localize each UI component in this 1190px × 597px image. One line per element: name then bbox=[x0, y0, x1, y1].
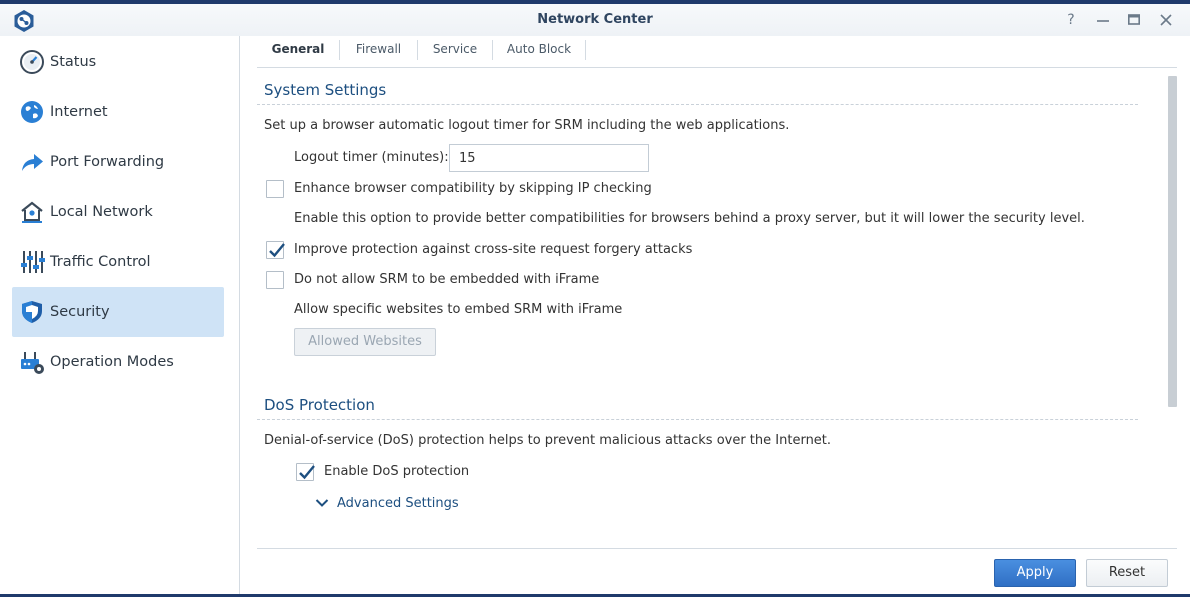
enable-dos-label: Enable DoS protection bbox=[324, 464, 470, 479]
tab-general[interactable]: General bbox=[271, 42, 325, 56]
sidebar-item-port-forwarding[interactable] bbox=[12, 137, 224, 187]
tab-service[interactable]: Service bbox=[432, 42, 478, 56]
tab-separator bbox=[585, 40, 586, 60]
sidebar-item-label: Operation Modes bbox=[50, 354, 174, 370]
section-title-system-settings: System Settings bbox=[264, 81, 387, 99]
tab-auto-block[interactable]: Auto Block bbox=[506, 42, 572, 56]
csrf-label: Improve protection against cross-site request forgery attacks bbox=[294, 242, 693, 257]
iframe-checkbox[interactable] bbox=[266, 271, 284, 289]
gauge-icon bbox=[19, 49, 45, 75]
window-title: Network Center bbox=[537, 12, 653, 27]
reset-button[interactable]: Reset bbox=[1086, 559, 1168, 587]
globe-icon bbox=[19, 99, 45, 125]
footer-divider bbox=[257, 548, 1177, 549]
logout-timer-label: Logout timer (minutes): bbox=[294, 150, 449, 165]
checkmark-icon bbox=[267, 242, 285, 260]
maximize-icon[interactable] bbox=[1124, 10, 1144, 30]
iframe-note: Allow specific websites to embed SRM with iFrame bbox=[294, 302, 623, 317]
enhance-compat-note: Enable this option to provide better compatibilities for browsers behind a proxy server, but it will lower the security level. bbox=[294, 211, 1085, 226]
sidebar-item-operation-modes[interactable] bbox=[12, 337, 224, 387]
sidebar-item-traffic-control[interactable] bbox=[12, 237, 224, 287]
sidebar-item-label: Security bbox=[50, 304, 110, 320]
tab-firewall[interactable]: Firewall bbox=[355, 42, 402, 56]
arrow-forward-icon bbox=[19, 149, 45, 175]
sidebar-item-local-network[interactable] bbox=[12, 187, 224, 237]
sidebar-item-label: Internet bbox=[50, 104, 108, 120]
tab-bar bbox=[257, 36, 1177, 68]
logout-timer-input[interactable] bbox=[449, 144, 649, 172]
sidebar-item-label: Port Forwarding bbox=[50, 154, 165, 170]
enhance-compat-checkbox[interactable] bbox=[266, 180, 284, 198]
logout-description: Set up a browser automatic logout timer for SRM including the web applications. bbox=[264, 118, 790, 133]
content-scrollbar[interactable] bbox=[1168, 76, 1177, 407]
sidebar-item-label: Local Network bbox=[50, 204, 153, 220]
csrf-checkbox[interactable] bbox=[266, 241, 284, 259]
chevron-down-icon bbox=[315, 498, 329, 508]
close-icon[interactable] bbox=[1156, 10, 1176, 30]
shield-icon bbox=[19, 299, 45, 325]
sidebar bbox=[0, 36, 240, 597]
section-title-dos-protection: DoS Protection bbox=[264, 396, 375, 414]
iframe-label: Do not allow SRM to be embedded with iFrame bbox=[294, 272, 600, 287]
sidebar-item-internet[interactable] bbox=[12, 87, 224, 137]
sidebar-item-label: Status bbox=[50, 54, 97, 70]
checkmark-icon bbox=[297, 464, 315, 482]
section-divider bbox=[257, 419, 1138, 420]
sidebar-item-label: Traffic Control bbox=[50, 254, 151, 270]
dos-description: Denial-of-service (DoS) protection helps to prevent malicious attacks over the Internet. bbox=[264, 433, 832, 448]
general-settings-panel bbox=[257, 69, 1167, 547]
sliders-icon bbox=[19, 249, 45, 275]
home-network-icon bbox=[19, 199, 45, 225]
advanced-settings-label: Advanced Settings bbox=[337, 495, 459, 511]
router-gear-icon bbox=[19, 349, 45, 375]
sidebar-item-security[interactable] bbox=[12, 287, 224, 337]
enhance-compat-label: Enhance browser compatibility by skipping IP checking bbox=[294, 181, 652, 196]
sidebar-item-status[interactable] bbox=[12, 37, 224, 87]
title-bar bbox=[0, 4, 1190, 36]
minimize-icon[interactable] bbox=[1093, 10, 1113, 30]
help-icon[interactable]: ? bbox=[1067, 12, 1075, 28]
allowed-websites-button[interactable]: Allowed Websites bbox=[294, 328, 436, 356]
advanced-settings-toggle[interactable] bbox=[315, 493, 459, 513]
section-divider bbox=[257, 104, 1138, 105]
apply-button[interactable]: Apply bbox=[994, 559, 1076, 587]
enable-dos-checkbox[interactable] bbox=[296, 463, 314, 481]
